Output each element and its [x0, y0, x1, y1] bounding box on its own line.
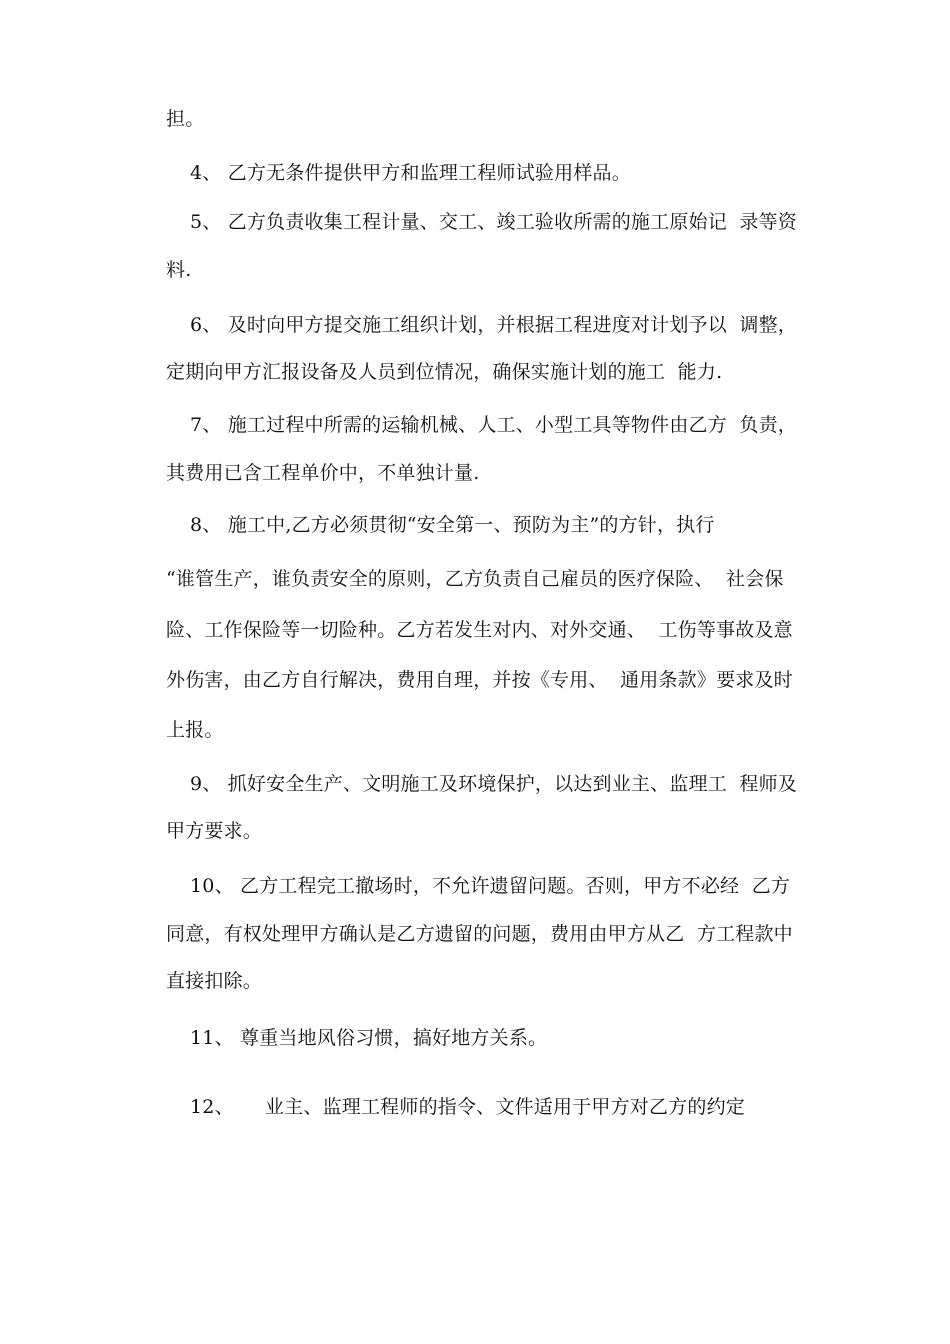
text-line: 上报。 [166, 719, 224, 741]
text-line: 险、工作保险等一切险种。乙方若发生对内、对外交通、 工伤等事故及意 [166, 619, 793, 641]
text-line: 12、 业主、监理工程师的指令、文件适用于甲方对乙方的约定 [190, 1096, 745, 1118]
text-line: 同意，有权处理甲方确认是乙方遗留的问题，费用由甲方从乙 方工程款中 [166, 923, 793, 945]
text-line: “谁管生产，谁负责安全的原则，乙方负责自己雇员的医疗保险、 社会保 [166, 568, 784, 590]
text-line: 10、 乙方工程完工撤场时，不允许遗留问题。否则，甲方不必经 乙方 [190, 875, 791, 897]
text-line: 11、 尊重当地风俗习惯，搞好地方关系。 [190, 1027, 548, 1049]
text-line: 5、 乙方负责收集工程计量、交工、竣工验收所需的施工原始记 录等资 [190, 211, 798, 233]
text-line: 7、 施工过程中所需的运输机械、人工、小型工具等物件由乙方 负责， [190, 414, 798, 436]
text-line: 外伤害，由乙方自行解决，费用自理，并按《专用、 通用条款》要求及时 [166, 669, 793, 691]
text-line: 其费用已含工程单价中，不单独计量. [166, 462, 480, 484]
text-line: 定期向甲方汇报设备及人员到位情况，确保实施计划的施工 能力. [166, 361, 723, 383]
text-line: 4、 乙方无条件提供甲方和监理工程师试验用样品。 [190, 162, 631, 184]
text-line: 直接扣除。 [166, 970, 263, 992]
text-line: 8、 施工中,乙方必须贯彻“安全第一、预防为主”的方针，执行 [190, 514, 715, 536]
text-line: 料. [166, 259, 192, 281]
text-line: 甲方要求。 [166, 820, 263, 842]
text-line: 9、 抓好安全生产、文明施工及环境保护，以达到业主、监理工 程师及 [190, 773, 798, 795]
text-line: 6、 及时向甲方提交施工组织计划，并根据工程进度对计划予以 调整， [190, 314, 798, 336]
text-line: 担。 [166, 108, 205, 130]
